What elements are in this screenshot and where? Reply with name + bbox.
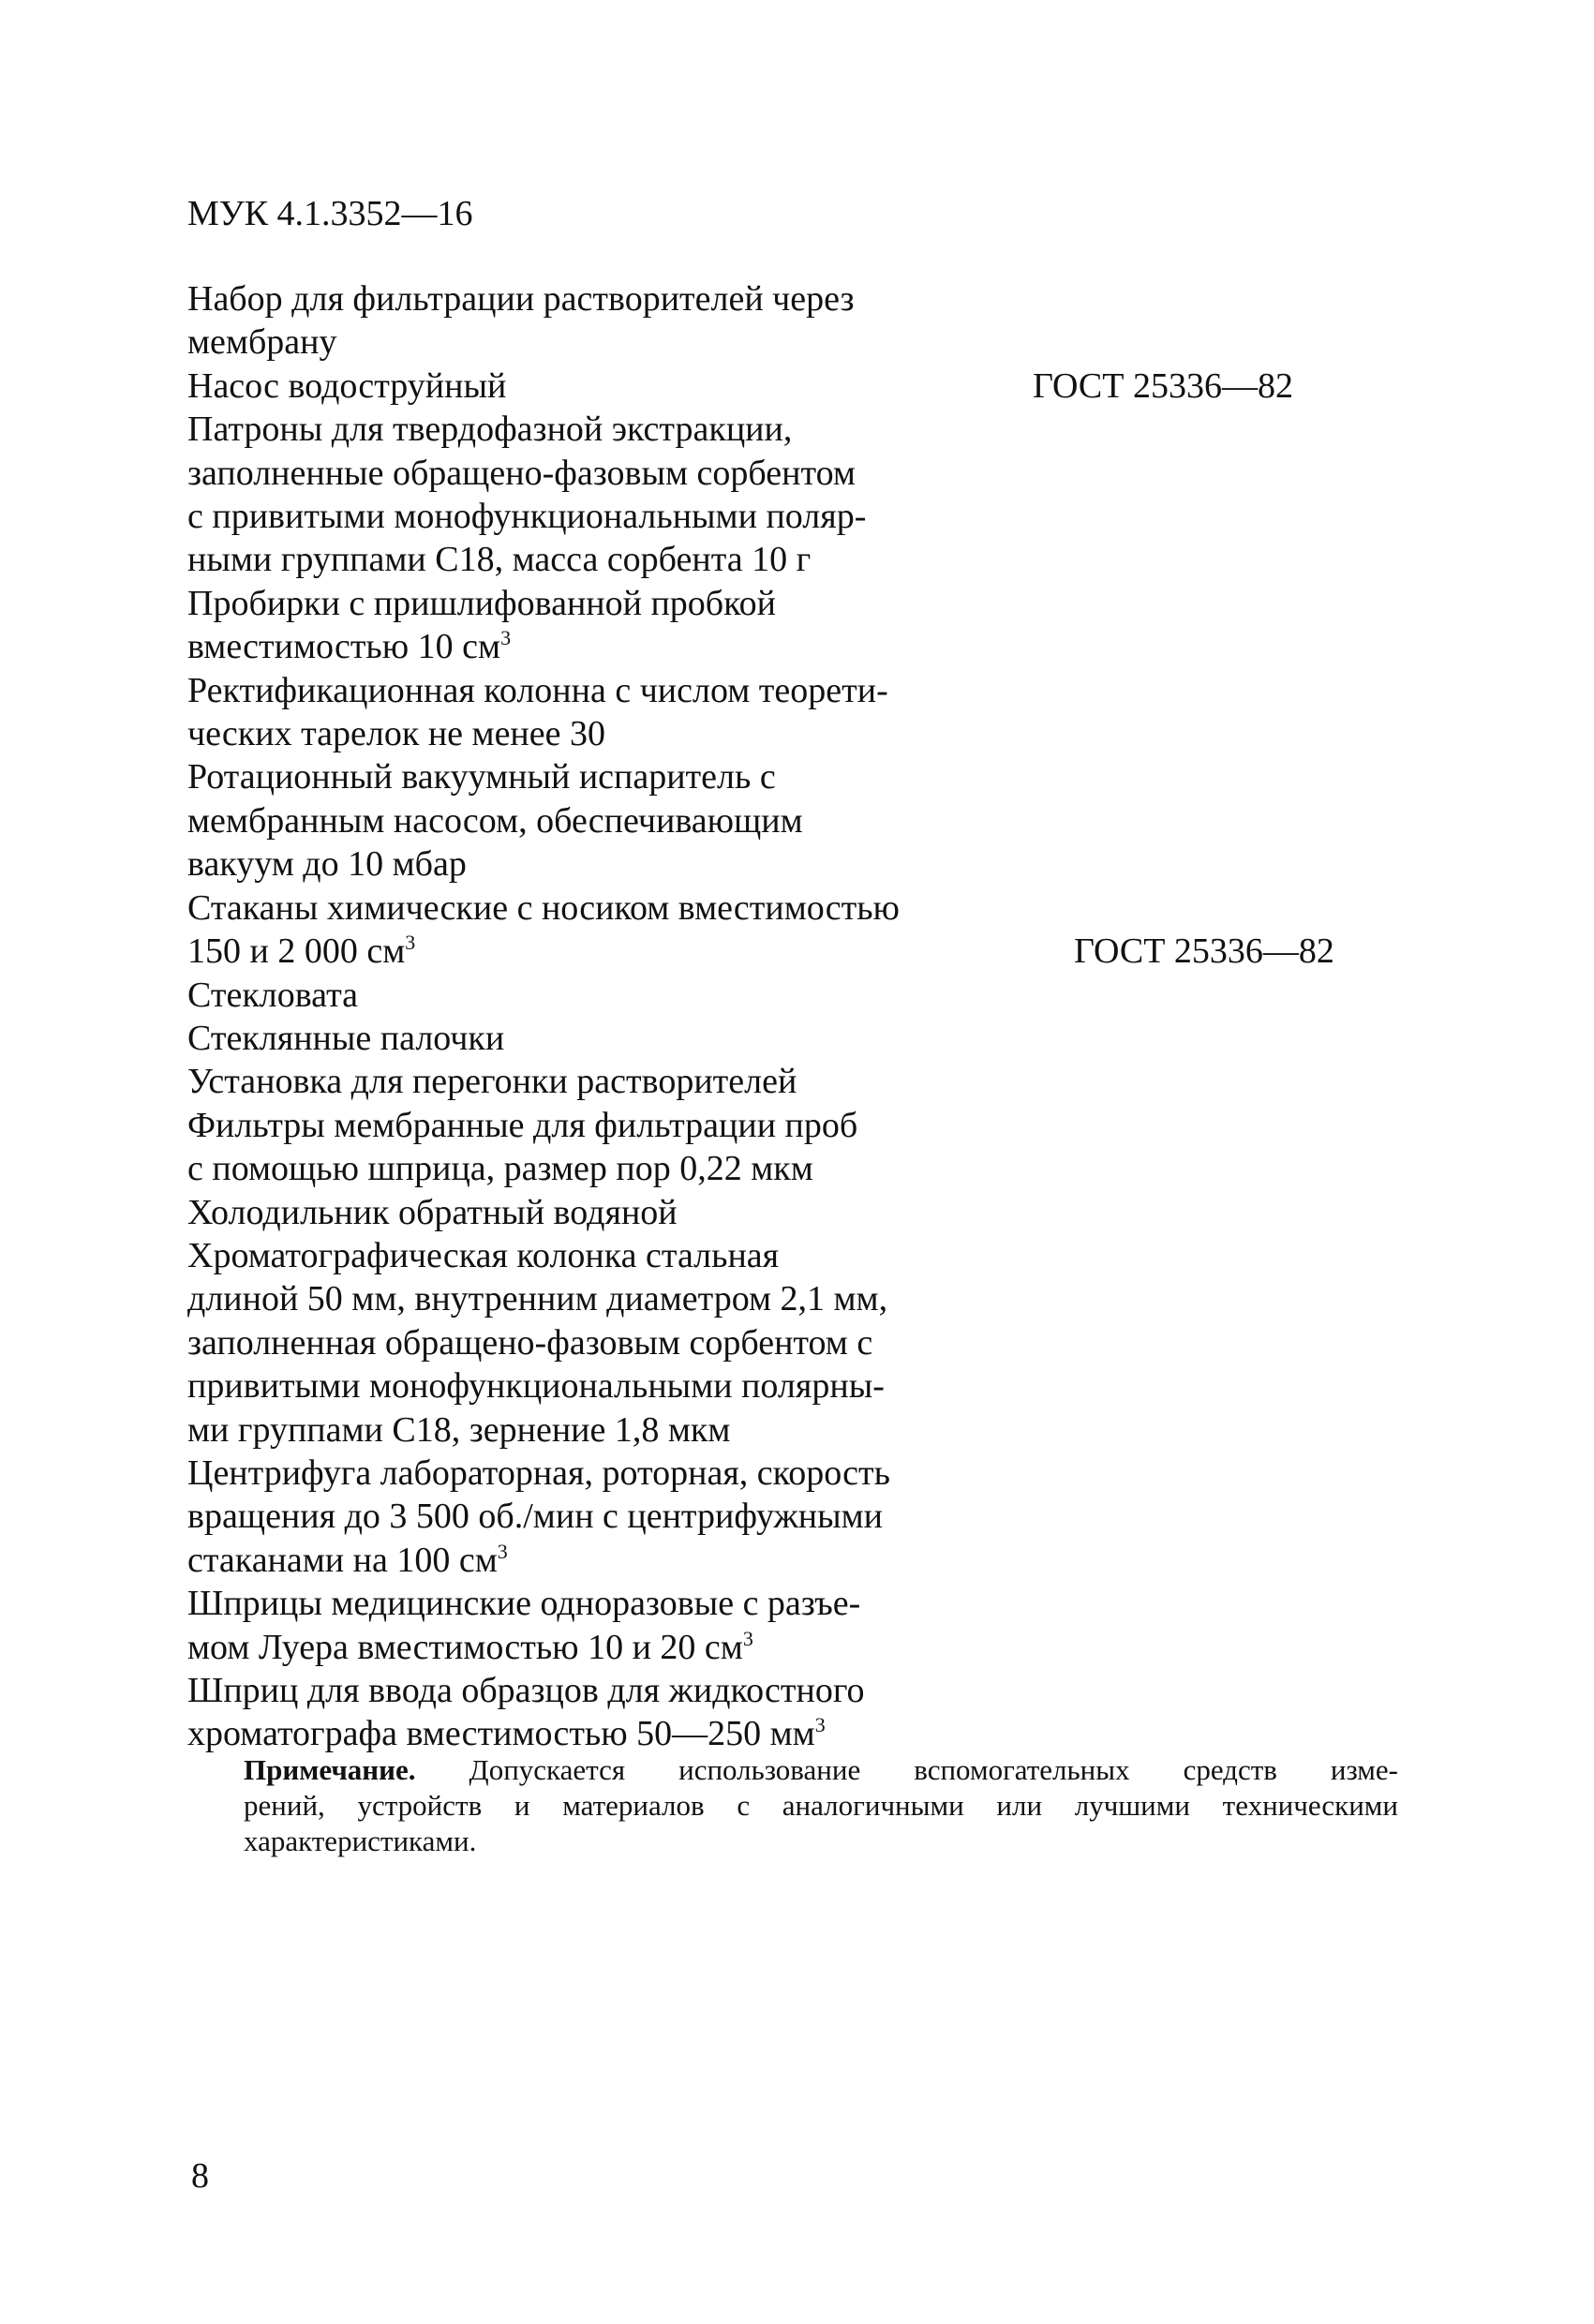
equipment-item-text (187, 1191, 993, 1234)
equipment-item (187, 1017, 1293, 1060)
equipment-item (187, 669, 1293, 756)
equipment-item-line-text: длиной 50 мм, внутренним диаметром 2,1 мм, (187, 1279, 888, 1319)
equipment-item-line (187, 1364, 993, 1408)
equipment-item-line (187, 1712, 993, 1755)
superscript-exponent: 3 (500, 626, 512, 650)
equipment-item-line (187, 1191, 993, 1234)
equipment-item-line-text: заполненная обращено-фазовым сорбентом с (187, 1322, 873, 1363)
equipment-item-line (187, 886, 900, 930)
equipment-item (187, 1104, 1293, 1191)
equipment-item-text (187, 408, 993, 582)
equipment-item-line (187, 712, 993, 755)
equipment-item (187, 1669, 1293, 1756)
note-paragraph (244, 1752, 1398, 1859)
equipment-item-line (187, 930, 900, 973)
equipment-item-line-text: Стаканы химические с носиком вместимостью (187, 887, 900, 928)
equipment-item-line-text: Холодильник обратный водяной (187, 1192, 678, 1232)
equipment-item-line-text: мембрану (187, 322, 337, 363)
equipment-item-line-text: вращения до 3 500 об./мин с центрифужными (187, 1497, 884, 1537)
equipment-item-line-text: привитыми монофункциональными полярны- (187, 1366, 885, 1407)
superscript-exponent: 3 (497, 1539, 508, 1563)
equipment-item-text (187, 1017, 993, 1060)
equipment-item-line-text: Ротационный вакуумный испаритель с (187, 757, 776, 797)
equipment-item-line (187, 625, 993, 668)
equipment-item-line-text: ми группами С18, зернение 1,8 мкм (187, 1409, 731, 1450)
equipment-item-line-text: Стеклянные палочки (187, 1018, 505, 1058)
equipment-item-line-text: ческих тарелок не менее 30 (187, 714, 605, 754)
equipment-item-line-text: Шприцы медицинские одноразовые с разъе- (187, 1584, 861, 1624)
equipment-item-text (187, 277, 993, 365)
note-line-2: рений, устройств и материалов с аналогичными или лучшими техническими (244, 1789, 1398, 1822)
equipment-item-line (187, 538, 993, 581)
equipment-item-line-text: стаканами на 100 см (187, 1540, 498, 1580)
equipment-item-text (187, 755, 993, 886)
note-line-1 (244, 1752, 1398, 1788)
equipment-item-line-text: вакуум до 10 мбар (187, 844, 467, 885)
equipment-item-text (187, 1104, 993, 1191)
equipment-item-line-text: Хроматографическая колонка стальная (187, 1235, 780, 1275)
equipment-item-line-text: Фильтры мембранные для фильтрации проб (187, 1105, 858, 1145)
equipment-item (187, 886, 1334, 974)
equipment-item (187, 1191, 1293, 1234)
equipment-item-text (187, 669, 993, 756)
equipment-item-line (187, 320, 993, 364)
equipment-item-text (187, 1669, 993, 1756)
equipment-item-line-text: с привитыми монофункциональными поляр- (187, 497, 867, 537)
equipment-item-line (187, 582, 993, 625)
equipment-item-text (187, 1582, 993, 1669)
equipment-item (187, 277, 1293, 365)
equipment-item-line (187, 1452, 993, 1495)
equipment-item-line (187, 495, 993, 538)
equipment-item-standard: ГОСТ 25336—82 (1073, 931, 1334, 972)
equipment-item-line (187, 1408, 993, 1452)
equipment-item-line (187, 1060, 993, 1103)
equipment-item (187, 1060, 1293, 1103)
equipment-item-line-text: ными группами С18, масса сорбента 10 г (187, 540, 812, 580)
equipment-item-line-text: Набор для фильтрации растворителей через (187, 279, 855, 319)
page-number: 8 (191, 2156, 209, 2196)
equipment-item-line (187, 1626, 993, 1669)
equipment-item-line (187, 1495, 993, 1538)
equipment-item-line-text: Насос водоструйный (187, 365, 507, 406)
equipment-item-line-text: Центрифуга лабораторная, роторная, скорость (187, 1452, 890, 1493)
equipment-item-line (187, 842, 993, 886)
equipment-item-line (187, 1104, 993, 1147)
equipment-item-line-text: мембранным насосом, обеспечивающим (187, 800, 803, 841)
equipment-item-line-text: с помощью шприца, размер пор 0,22 мкм (187, 1149, 813, 1189)
equipment-item (187, 408, 1293, 582)
equipment-item (187, 1582, 1293, 1669)
equipment-item-line-text: заполненные обращено-фазовым сорбентом (187, 453, 856, 493)
equipment-item-line-text: Ректификационная колонна с числом теорети- (187, 670, 888, 710)
note-label: Примечание. (244, 1753, 416, 1786)
equipment-item-line-text: хроматографа вместимостью 50—250 мм (187, 1714, 815, 1754)
equipment-item-line (187, 365, 858, 408)
equipment-item-line (187, 277, 993, 320)
equipment-item-text (187, 886, 900, 974)
equipment-item-text (187, 1452, 993, 1582)
equipment-item-line (187, 1277, 993, 1320)
superscript-exponent: 3 (742, 1626, 753, 1650)
equipment-item-line (187, 1234, 993, 1277)
equipment-item-line-text: Пробирки с пришлифованной пробкой (187, 583, 776, 623)
equipment-item-line-text: Шприц для ввода образцов для жидкостного (187, 1671, 865, 1710)
equipment-item-line-text: 150 и 2 000 см (187, 931, 406, 972)
equipment-list (187, 277, 1334, 1756)
equipment-item-line (187, 408, 993, 451)
equipment-item-line (187, 1539, 993, 1582)
equipment-item-text (187, 582, 993, 669)
equipment-item (187, 755, 1293, 886)
equipment-item-text (187, 974, 993, 1017)
equipment-item-line (187, 1669, 993, 1712)
equipment-item (187, 582, 1293, 669)
equipment-item-text (187, 1060, 993, 1103)
equipment-item-line (187, 1147, 993, 1190)
equipment-item-text (187, 365, 858, 408)
equipment-item-line-text: Патроны для твердофазной экстракции, (187, 410, 793, 450)
equipment-item-standard: ГОСТ 25336—82 (1033, 365, 1293, 406)
equipment-item-line (187, 974, 993, 1017)
equipment-item (187, 974, 1293, 1017)
note-text: Допускается использование вспомогательных средств изме- (415, 1753, 1398, 1786)
equipment-item-line-text: вместимостью 10 см (187, 627, 501, 667)
equipment-item-line (187, 1582, 993, 1625)
equipment-item-line (187, 755, 993, 798)
equipment-item (187, 365, 1293, 408)
equipment-item-line (187, 1321, 993, 1364)
equipment-item-line (187, 452, 993, 495)
equipment-item-text (187, 1234, 993, 1452)
superscript-exponent: 3 (814, 1713, 826, 1737)
equipment-item-line (187, 799, 993, 842)
equipment-item-line-text: мом Луера вместимостью 10 и 20 см (187, 1627, 743, 1667)
note-line-3: характеристиками. (244, 1825, 477, 1857)
equipment-item (187, 1452, 1293, 1582)
superscript-exponent: 3 (405, 931, 416, 955)
equipment-item-line (187, 669, 993, 712)
equipment-item-line-text: Стекловата (187, 975, 359, 1015)
document-code: МУК 4.1.3352—16 (187, 194, 473, 233)
equipment-item (187, 1234, 1293, 1452)
equipment-item-line-text: Установка для перегонки растворителей (187, 1062, 797, 1102)
equipment-item-line (187, 1017, 993, 1060)
